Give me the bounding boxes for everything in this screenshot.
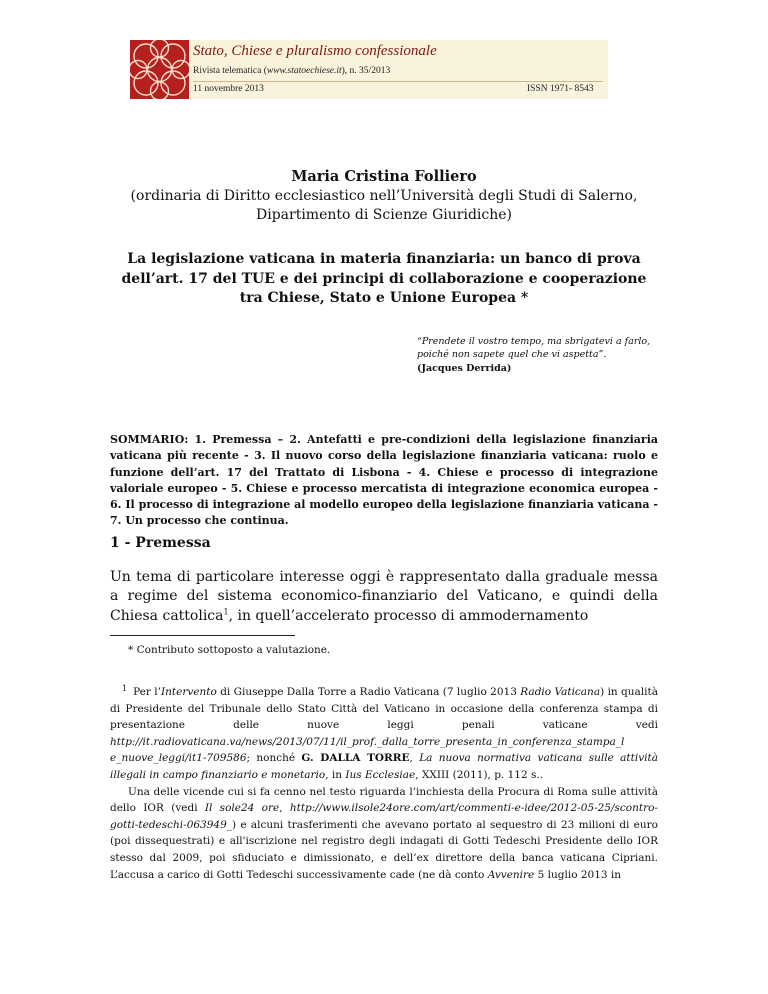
author-name: Maria Cristina Folliero (291, 168, 477, 185)
epigraph-source: (Jacques Derrida) (417, 362, 512, 374)
journal-issue-number: ), n. 35/2013 (341, 66, 391, 76)
epigraph (417, 335, 657, 375)
journal-issn: ISSN 1971- 8543 (527, 84, 594, 94)
footnote-1-paragraph-2 (110, 784, 658, 884)
body-text-part-2: , in quell’accelerato processo di ammodernamento (228, 607, 589, 624)
affiliation-line-2: Dipartimento di Scienze Giuridiche) (256, 207, 512, 223)
article-title (110, 250, 658, 309)
footnote-star: * Contributo sottoposto a valutazione. (128, 644, 331, 656)
fn-author: G. DALLA TORRE (301, 752, 410, 765)
epigraph-line-1: “Prendete il vostro tempo, ma sbrigatevi a farlo, (417, 336, 651, 347)
fn-text: Per l’ (133, 686, 161, 698)
affiliation-line-1: (ordinaria di Diritto ecclesiastico nell’Università degli Studi di Salerno, (130, 188, 638, 204)
author-affiliation (0, 187, 768, 225)
footnote-separator (110, 635, 295, 636)
fn-text: 5 luglio 2013 in (534, 868, 622, 881)
fn-work-title: La nuova normativa vaticana sulle attività illegali in campo finanziario e monetario (110, 752, 658, 781)
epigraph-line-2: poiché non sapete quel che vi aspetta”. (417, 349, 607, 361)
footnote-1 (110, 684, 658, 784)
fn-link[interactable]: http://www.ilsole24ore.com/art/commenti-e-idee/2012-05-25/scontro-gotti-tedeschi-063949_ (110, 802, 658, 831)
footnote-number: 1 (122, 683, 128, 693)
journal-subtitle-prefix: Rivista telematica ( (193, 66, 267, 76)
title-line-2: dell’art. 17 del TUE e dei principi di collaborazione e cooperazione (121, 270, 647, 287)
journal-logo-icon (130, 40, 189, 99)
footnotes (110, 684, 658, 883)
journal-title: Stato, Chiese e pluralismo confessionale (193, 43, 437, 59)
journal-url: www.statoechiese.it (266, 66, 342, 76)
fn-text: , (279, 802, 290, 815)
journal-logo (130, 40, 189, 99)
footnote-reference[interactable]: 1 (223, 607, 229, 617)
fn-text: Una delle vicende cui si fa cenno nel testo riguarda l’inchiesta della Procura di Roma sulle attività dello IOR (vedi (110, 785, 658, 815)
fn-text: ) e alcuni trasferimenti che avevano portato al sequestro di 23 milioni di euro (poi dissequestrati) e all'iscrizione nel registro degli indagati di Gotti Tedeschi Presidente dello IOR stesso dal 2009, poi sfiduciato e dimissionato, e dell’ex direttore della banca vaticana Cipriani. L’accusa a carico di Gotti Tedeschi successivamente cade (ne dà conto (110, 818, 658, 881)
table-of-contents-summary: SOMMARIO: 1. Premessa – 2. Antefatti e pre-condizioni della legislazione finanziaria vaticana più recente - 3. Il nuovo corso della legislazione finanziaria vaticana: ruolo e funzione dell’art. 17 del Trattato di Lisbona - 4. Chiese e processo di integrazione valoriale europeo - 5. Chiese e processo mercatista di integrazione economica europea - 6. Il processo di integrazione al modello europeo della legislazione finanziaria vaticana - 7. Un processo che continua. (110, 433, 658, 528)
fn-text: ; nonché (246, 752, 302, 765)
fn-text: ) in qualità di Presidente del Tribunale dello Stato Città del Vaticano in occasione della conferenza stampa di presentazione delle nuove leggi penali vaticane vedi (110, 686, 659, 732)
body-text-part-1: Un tema di particolare interesse oggi è rappresentato dalla graduale messa a regime del sistema economico-finanziario del Vaticano, e quindi della Chiesa cattolica (110, 569, 658, 624)
fn-journal: Ius Ecclesiae (345, 768, 416, 781)
journal-subtitle (193, 66, 390, 76)
title-line-1: La legislazione vaticana in materia finanziaria: un banco di prova (127, 251, 641, 267)
body-paragraph (110, 568, 658, 626)
fn-italic: Il sole24 ore (204, 802, 280, 815)
fn-italic: Radio Vaticana (520, 686, 601, 698)
title-line-3: tra Chiese, Stato e Unione Europea * (239, 290, 529, 306)
fn-text: , in (325, 768, 346, 781)
journal-date: 11 novembre 2013 (193, 84, 264, 94)
section-heading: 1 - Premessa (110, 535, 211, 551)
fn-italic: Avvenire (487, 868, 535, 881)
header-rule (193, 81, 603, 82)
fn-text: , XXIII (2011), p. 112 s.. (415, 768, 544, 781)
fn-text: , (409, 752, 420, 765)
fn-link[interactable]: http://it.radiovaticana.va/news/2013/07/11/il_prof._dalla_torre_presenta_in_conferenza_stampa_l e_nuove_leggi/it1-709586 (110, 735, 625, 765)
fn-italic: Intervento (161, 686, 217, 698)
fn-text: di Giuseppe Dalla Torre a Radio Vaticana (7 luglio 2013 (216, 686, 521, 698)
